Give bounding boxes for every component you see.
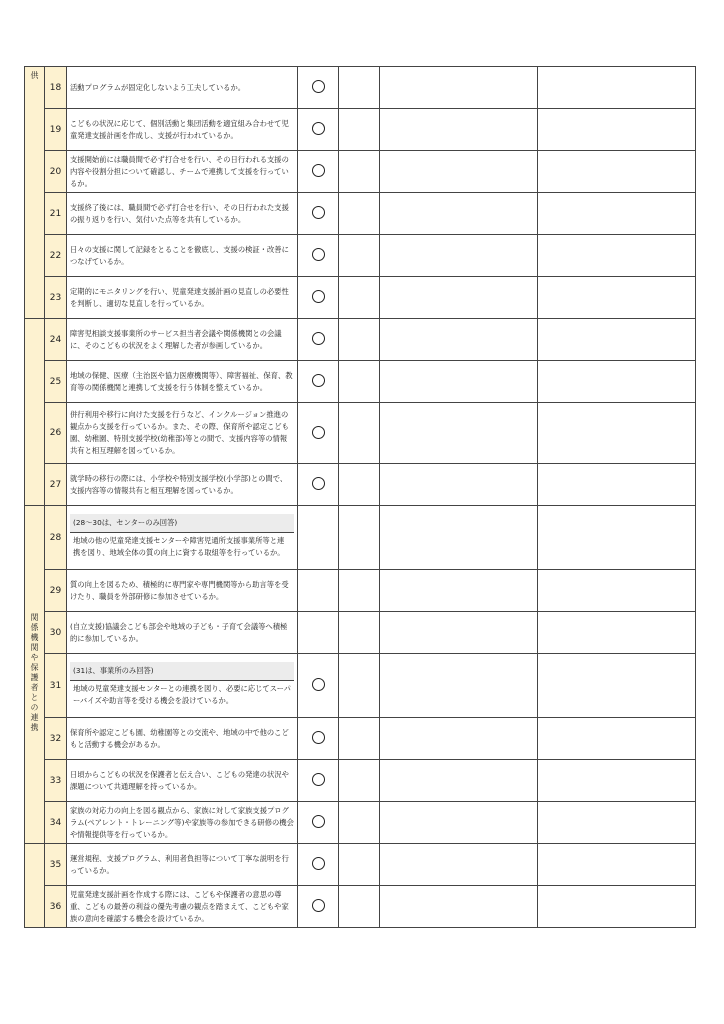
question-text: 活動プログラムが固定化しないよう工夫しているか。 bbox=[70, 82, 246, 92]
circle-mark-icon bbox=[312, 332, 325, 345]
circle-mark-icon bbox=[312, 164, 325, 177]
question-text: 地域の保健、医療（主治医や協力医療機関等）、障害福祉、保育、教育等の関係機関と連携して支援を行う体制を整えているか。 bbox=[70, 370, 293, 392]
question-text: 保育所や認定こども園、幼稚園等との交流や、地域の中で他のこどもと活動する機会があるか。 bbox=[70, 727, 289, 749]
category-label: 関係機関や保護者との連携 bbox=[30, 612, 39, 733]
improvement-cell[interactable] bbox=[538, 886, 696, 928]
question-cell bbox=[67, 277, 298, 319]
question-cell bbox=[67, 361, 298, 403]
remarks-cell[interactable] bbox=[380, 67, 538, 109]
answer-yes-cell[interactable] bbox=[298, 361, 339, 403]
circle-mark-icon bbox=[312, 678, 325, 691]
question-cell bbox=[67, 718, 298, 760]
remarks-cell[interactable] bbox=[380, 464, 538, 506]
table-row bbox=[25, 802, 696, 844]
improvement-cell[interactable] bbox=[538, 193, 696, 235]
circle-mark-icon bbox=[312, 80, 325, 93]
question-text: 質の向上を図るため、積極的に専門家や専門機関等から助言等を受けたり、職員を外部研修に参加させているか。 bbox=[70, 579, 289, 601]
circle-mark-icon bbox=[312, 857, 325, 870]
answer-no-cell[interactable] bbox=[339, 151, 380, 193]
answer-yes-cell[interactable] bbox=[298, 654, 339, 718]
answer-yes-cell[interactable] bbox=[298, 760, 339, 802]
question-text: 障害児相談支援事業所のサービス担当者会議や関係機関との会議に、そのこどもの状況をよく理解した者が参画しているか。 bbox=[70, 328, 282, 350]
question-text: 地域の児童発達支援センターとの連携を図り、必要に応じてスーパーバイズや助言等を受ける機会を設けているか。 bbox=[73, 684, 291, 705]
improvement-cell[interactable] bbox=[538, 570, 696, 612]
improvement-cell[interactable] bbox=[538, 844, 696, 886]
circle-mark-icon bbox=[312, 477, 325, 490]
improvement-cell[interactable] bbox=[538, 151, 696, 193]
question-text: 就学時の移行の際には、小学校や特別支援学校(小学部)との間で、支援内容等の情報共有と相互理解を図っているか。 bbox=[70, 473, 288, 495]
question-text: 家族の対応力の向上を図る観点から、家族に対して家族支援プログラム(ペアレント・トレーニング等)や家族等の参加できる研修の機会や情報提供等を行っているか。 bbox=[70, 805, 294, 839]
answer-no-cell[interactable] bbox=[339, 654, 380, 718]
remarks-cell[interactable] bbox=[380, 506, 538, 570]
answer-yes-cell[interactable] bbox=[298, 570, 339, 612]
evaluation-table bbox=[24, 66, 696, 928]
remarks-cell[interactable] bbox=[380, 319, 538, 361]
question-cell bbox=[67, 612, 298, 654]
improvement-cell[interactable] bbox=[538, 506, 696, 570]
answer-yes-cell[interactable] bbox=[298, 277, 339, 319]
item-number: 32 bbox=[45, 718, 67, 760]
question-cell bbox=[67, 570, 298, 612]
table-row bbox=[25, 193, 696, 235]
item-number: 21 bbox=[45, 193, 67, 235]
question-text: こどもの状況に応じて、個別活動と集団活動を適宜組み合わせて児童発達支援計画を作成し、支援が行われているか。 bbox=[70, 118, 289, 140]
answer-yes-cell[interactable] bbox=[298, 612, 339, 654]
item-number: 36 bbox=[45, 886, 67, 928]
item-number: 18 bbox=[45, 67, 67, 109]
question-cell bbox=[67, 760, 298, 802]
remarks-cell[interactable] bbox=[380, 760, 538, 802]
answer-yes-cell[interactable] bbox=[298, 886, 339, 928]
answer-yes-cell[interactable] bbox=[298, 151, 339, 193]
improvement-cell[interactable] bbox=[538, 760, 696, 802]
item-number: 20 bbox=[45, 151, 67, 193]
item-number: 30 bbox=[45, 612, 67, 654]
question-cell bbox=[67, 193, 298, 235]
remarks-cell[interactable] bbox=[380, 277, 538, 319]
item-number: 19 bbox=[45, 109, 67, 151]
answer-no-cell[interactable] bbox=[339, 464, 380, 506]
improvement-cell[interactable] bbox=[538, 403, 696, 464]
question-cell bbox=[67, 235, 298, 277]
improvement-cell[interactable] bbox=[538, 612, 696, 654]
remarks-cell[interactable] bbox=[380, 361, 538, 403]
answer-no-cell[interactable] bbox=[339, 319, 380, 361]
remarks-cell[interactable] bbox=[380, 718, 538, 760]
remarks-cell[interactable] bbox=[380, 151, 538, 193]
circle-mark-icon bbox=[312, 122, 325, 135]
table-row bbox=[25, 67, 696, 109]
improvement-cell[interactable] bbox=[538, 235, 696, 277]
question-text: 併行利用や移行に向けた支援を行うなど、インクルージョン推進の観点から支援を行っているか。また、その際、保育所や認定こども園、幼稚園、特別支援学校(幼稚部)等との間で、支援内容等の情報共有と相互理解を図っているか。 bbox=[70, 410, 289, 455]
improvement-cell[interactable] bbox=[538, 718, 696, 760]
question-text: 支援終了後には、職員間で必ず打合せを行い、その日行われた支援の振り返りを行い、気付いた点等を共有しているか。 bbox=[70, 202, 289, 224]
question-text: 支援開始前には職員間で必ず打合せを行い、その日行われる支援の内容や役割分担について確認し、チームで連携して支援を行っているか。 bbox=[70, 154, 289, 188]
category-cell bbox=[25, 67, 45, 319]
answer-no-cell[interactable] bbox=[339, 403, 380, 464]
remarks-cell[interactable] bbox=[380, 403, 538, 464]
question-text: 日頃からこどもの状況を保護者と伝え合い、こどもの発達の状況や課題について共通理解を持っているか。 bbox=[70, 769, 289, 791]
remarks-cell[interactable] bbox=[380, 844, 538, 886]
answer-yes-cell[interactable] bbox=[298, 319, 339, 361]
item-number: 35 bbox=[45, 844, 67, 886]
table-row bbox=[25, 464, 696, 506]
answer-yes-cell[interactable] bbox=[298, 235, 339, 277]
category-label: 供 bbox=[30, 71, 39, 81]
question-cell bbox=[67, 67, 298, 109]
question-text: 地域の他の児童発達支援センターや障害児通所支援事業所等と連携を図り、地域全体の質の向上に資する取組等を行っているか。 bbox=[73, 536, 285, 557]
item-number: 24 bbox=[45, 319, 67, 361]
question-note: (31は、事業所のみ回答) bbox=[70, 662, 294, 681]
answer-no-cell[interactable] bbox=[339, 235, 380, 277]
answer-yes-cell[interactable] bbox=[298, 109, 339, 151]
question-cell bbox=[67, 403, 298, 464]
improvement-cell[interactable] bbox=[538, 109, 696, 151]
answer-no-cell[interactable] bbox=[339, 760, 380, 802]
question-cell bbox=[67, 506, 298, 570]
remarks-cell[interactable] bbox=[380, 612, 538, 654]
improvement-cell[interactable] bbox=[538, 277, 696, 319]
answer-yes-cell[interactable] bbox=[298, 464, 339, 506]
question-cell bbox=[67, 319, 298, 361]
circle-mark-icon bbox=[312, 426, 325, 439]
table-row bbox=[25, 844, 696, 886]
circle-mark-icon bbox=[312, 731, 325, 744]
table-row bbox=[25, 886, 696, 928]
table-row bbox=[25, 109, 696, 151]
answer-yes-cell[interactable] bbox=[298, 193, 339, 235]
answer-no-cell[interactable] bbox=[339, 361, 380, 403]
remarks-cell[interactable] bbox=[380, 802, 538, 844]
item-number: 31 bbox=[45, 654, 67, 718]
item-number: 34 bbox=[45, 802, 67, 844]
improvement-cell[interactable] bbox=[538, 67, 696, 109]
table-row bbox=[25, 235, 696, 277]
category-cell bbox=[25, 319, 45, 506]
table-row bbox=[25, 277, 696, 319]
circle-mark-icon bbox=[312, 773, 325, 786]
circle-mark-icon bbox=[312, 206, 325, 219]
question-cell bbox=[67, 654, 298, 718]
question-note: (28～30は、センターのみ回答) bbox=[70, 514, 294, 533]
question-cell bbox=[67, 844, 298, 886]
remarks-cell[interactable] bbox=[380, 109, 538, 151]
circle-mark-icon bbox=[312, 815, 325, 828]
answer-no-cell[interactable] bbox=[339, 844, 380, 886]
answer-no-cell[interactable] bbox=[339, 802, 380, 844]
question-text: (自立支援)協議会こども部会や地域の子ども・子育て会議等へ積極的に参加しているか。 bbox=[70, 621, 288, 643]
answer-no-cell[interactable] bbox=[339, 570, 380, 612]
table-row bbox=[25, 654, 696, 718]
item-number: 29 bbox=[45, 570, 67, 612]
answer-no-cell[interactable] bbox=[339, 109, 380, 151]
table-row bbox=[25, 319, 696, 361]
question-cell bbox=[67, 151, 298, 193]
table-row bbox=[25, 760, 696, 802]
circle-mark-icon bbox=[312, 290, 325, 303]
item-number: 25 bbox=[45, 361, 67, 403]
remarks-cell[interactable] bbox=[380, 654, 538, 718]
improvement-cell[interactable] bbox=[538, 319, 696, 361]
answer-no-cell[interactable] bbox=[339, 277, 380, 319]
question-cell bbox=[67, 802, 298, 844]
table-row bbox=[25, 718, 696, 760]
improvement-cell[interactable] bbox=[538, 802, 696, 844]
category-cell bbox=[25, 844, 45, 928]
answer-no-cell[interactable] bbox=[339, 193, 380, 235]
question-text: 児童発達支援計画を作成する際には、こどもや保護者の意思の尊重、こどもの最善の利益の優先考慮の観点を踏まえて、こどもや家族の意向を確認する機会を設けているか。 bbox=[70, 889, 289, 923]
item-number: 22 bbox=[45, 235, 67, 277]
answer-yes-cell[interactable] bbox=[298, 67, 339, 109]
remarks-cell[interactable] bbox=[380, 235, 538, 277]
table-row bbox=[25, 403, 696, 464]
answer-yes-cell[interactable] bbox=[298, 403, 339, 464]
item-number: 23 bbox=[45, 277, 67, 319]
answer-no-cell[interactable] bbox=[339, 886, 380, 928]
remarks-cell[interactable] bbox=[380, 886, 538, 928]
answer-no-cell[interactable] bbox=[339, 506, 380, 570]
circle-mark-icon bbox=[312, 248, 325, 261]
table-row bbox=[25, 612, 696, 654]
table-row bbox=[25, 570, 696, 612]
item-number: 26 bbox=[45, 403, 67, 464]
category-cell bbox=[25, 506, 45, 844]
improvement-cell[interactable] bbox=[538, 464, 696, 506]
question-text: 日々の支援に関して記録をとることを徹底し、支援の検証・改善につなげているか。 bbox=[70, 244, 289, 266]
remarks-cell[interactable] bbox=[380, 193, 538, 235]
question-text: 運営規程、支援プログラム、利用者負担等について丁寧な説明を行っているか。 bbox=[70, 853, 289, 875]
question-text: 定期的にモニタリングを行い、児童発達支援計画の見直しの必要性を判断し、適切な見直しを行っているか。 bbox=[70, 286, 289, 308]
answer-no-cell[interactable] bbox=[339, 718, 380, 760]
question-cell bbox=[67, 109, 298, 151]
improvement-cell[interactable] bbox=[538, 654, 696, 718]
answer-yes-cell[interactable] bbox=[298, 844, 339, 886]
circle-mark-icon bbox=[312, 899, 325, 912]
question-cell bbox=[67, 886, 298, 928]
improvement-cell[interactable] bbox=[538, 361, 696, 403]
table-row bbox=[25, 506, 696, 570]
item-number: 33 bbox=[45, 760, 67, 802]
table-row bbox=[25, 151, 696, 193]
table-row bbox=[25, 361, 696, 403]
answer-yes-cell[interactable] bbox=[298, 506, 339, 570]
answer-no-cell[interactable] bbox=[339, 67, 380, 109]
question-cell bbox=[67, 464, 298, 506]
item-number: 27 bbox=[45, 464, 67, 506]
circle-mark-icon bbox=[312, 374, 325, 387]
answer-yes-cell[interactable] bbox=[298, 802, 339, 844]
answer-yes-cell[interactable] bbox=[298, 718, 339, 760]
remarks-cell[interactable] bbox=[380, 570, 538, 612]
answer-no-cell[interactable] bbox=[339, 612, 380, 654]
item-number: 28 bbox=[45, 506, 67, 570]
